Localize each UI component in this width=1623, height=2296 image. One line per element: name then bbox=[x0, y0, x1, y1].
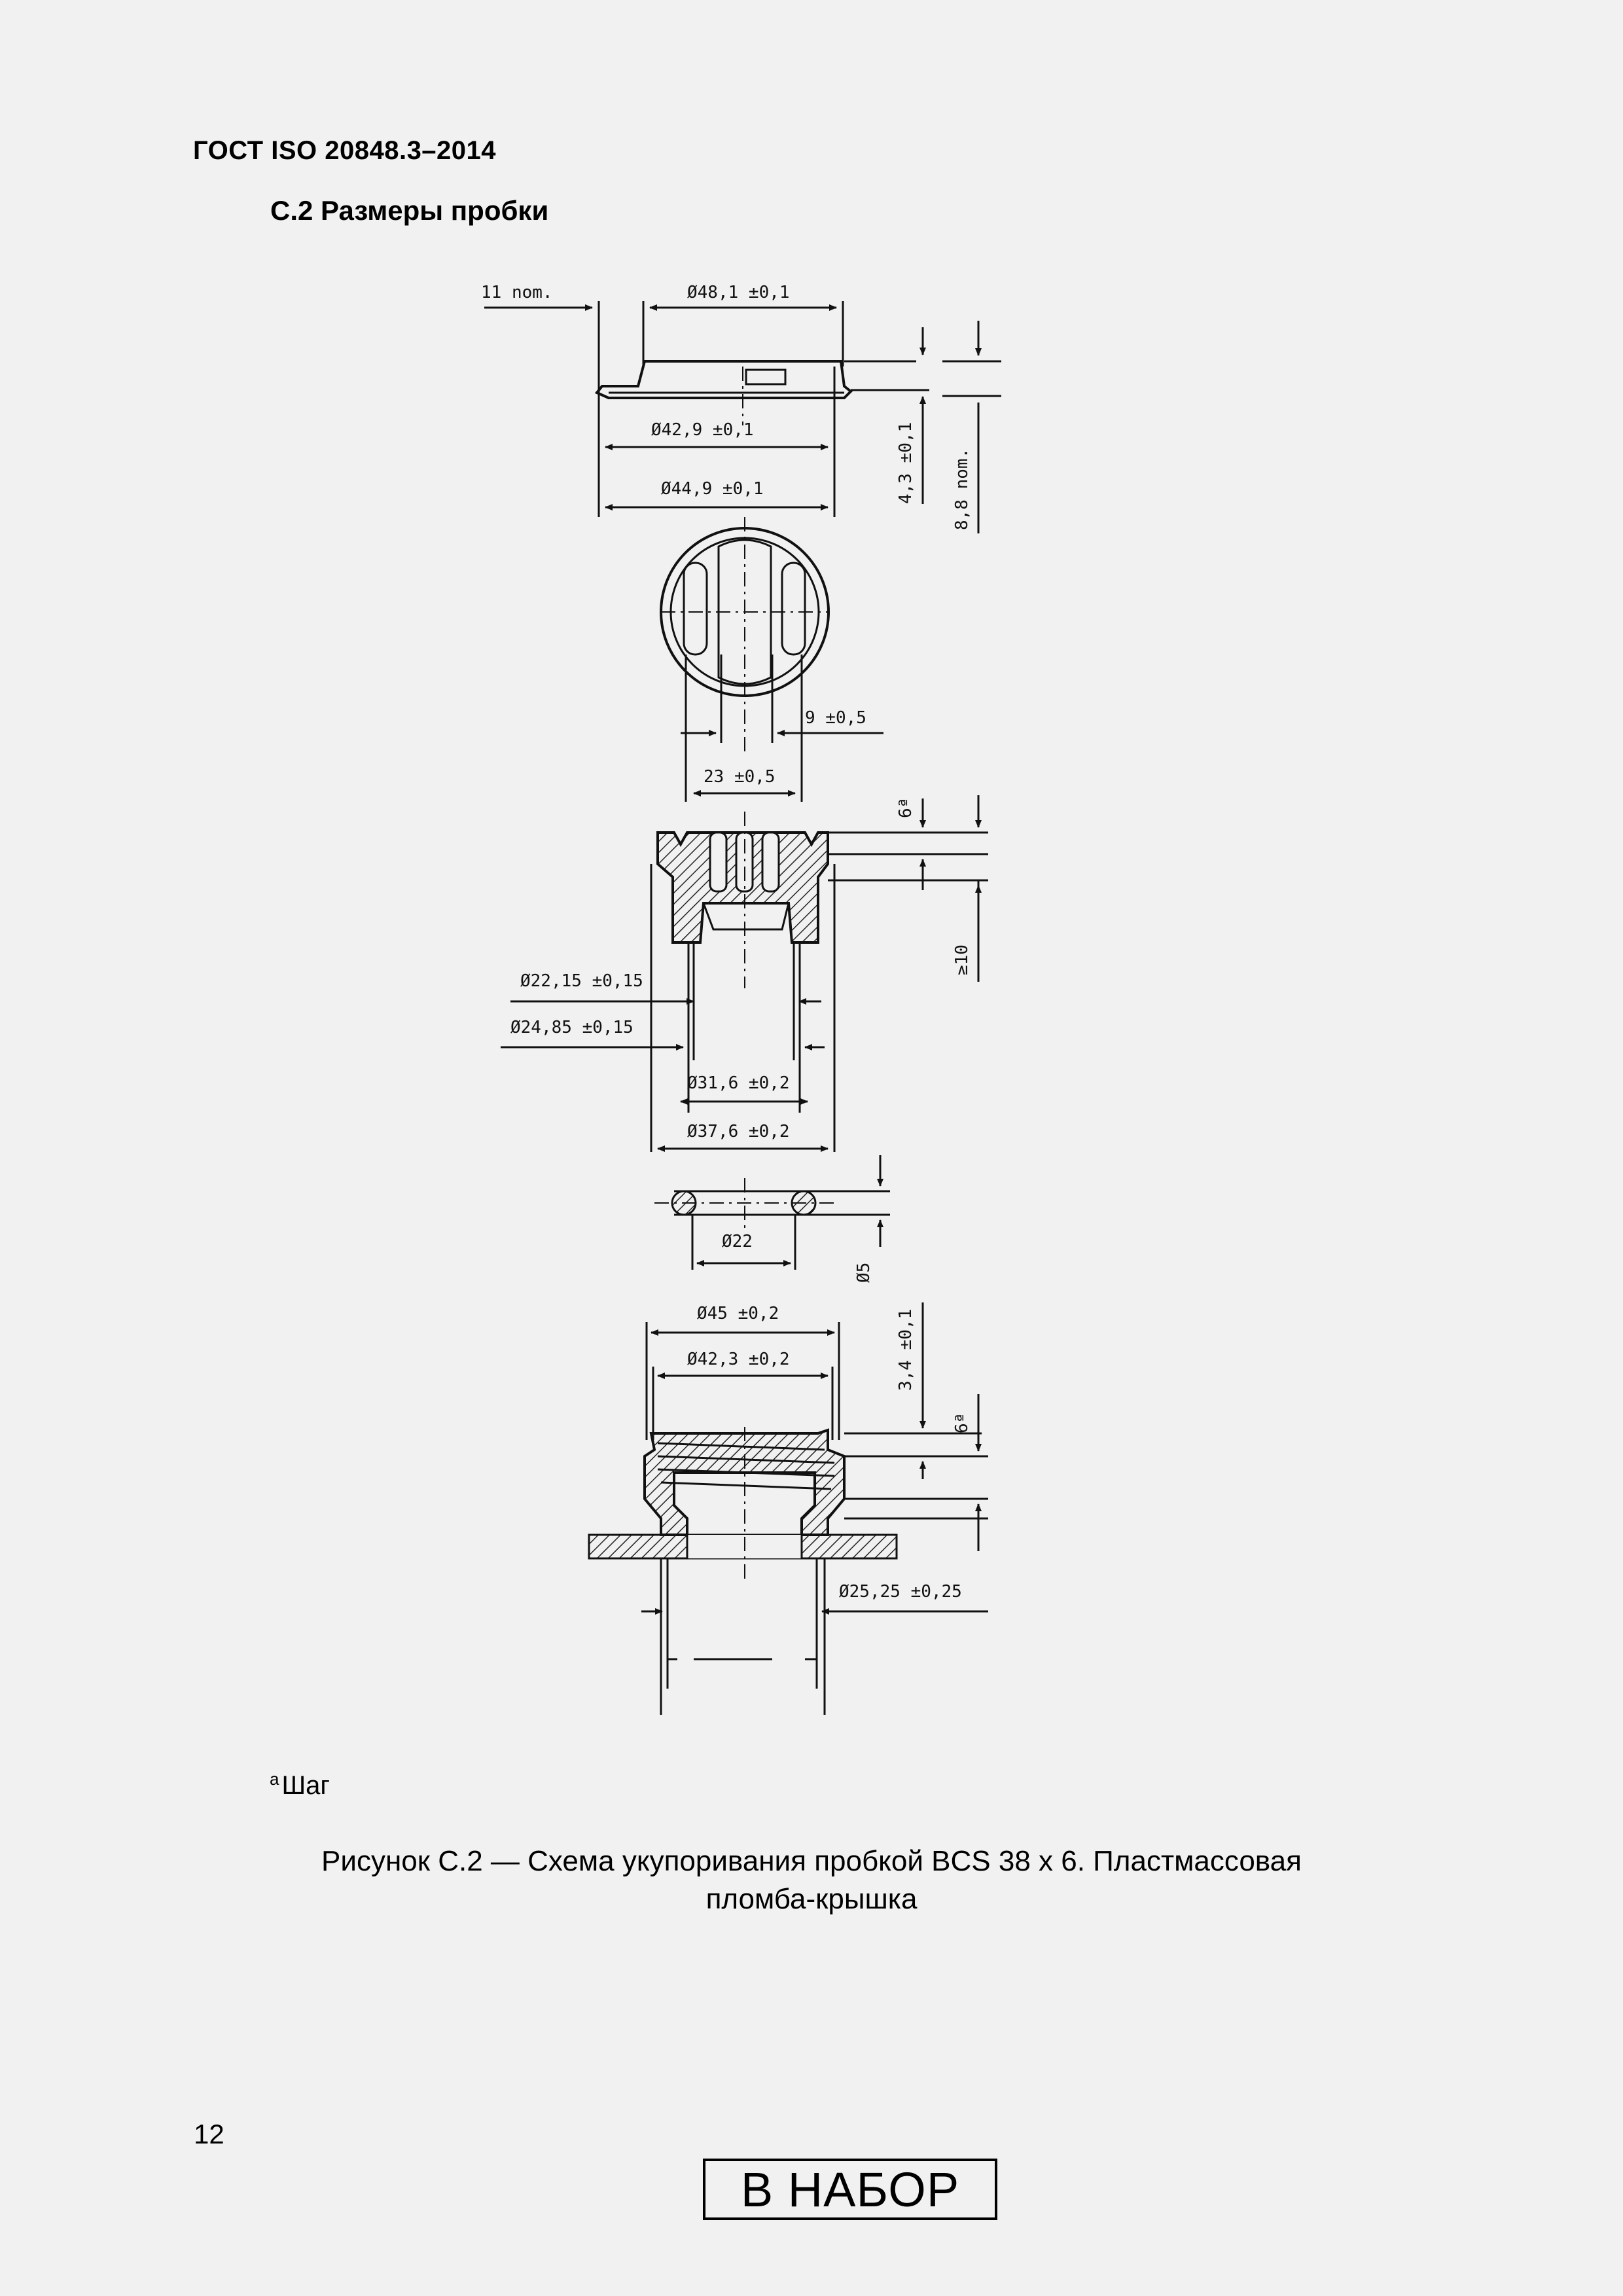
page-number: 12 bbox=[194, 2119, 224, 2149]
dim-neck-inner-dia: Ø42,3 ±0,2 bbox=[687, 1350, 790, 1369]
dim-slot-spacing: 23 ±0,5 bbox=[704, 767, 776, 787]
caption-line-1: Рисунок С.2 — Схема укупоривания пробкой BCS 38 x 6. Пластмассовая bbox=[321, 1845, 1302, 1877]
footnote-text: Шаг bbox=[281, 1771, 330, 1800]
dim-ring-section: Ø5 bbox=[854, 1262, 874, 1283]
dim-top-total-height: 8,8 nom. bbox=[952, 448, 972, 530]
dim-overhang: 11 nom. bbox=[481, 283, 553, 302]
dim-neck-outer-dia: Ø45 ±0,2 bbox=[697, 1304, 779, 1323]
document-header: ГОСТ ISO 20848.3–2014 bbox=[193, 136, 497, 165]
dim-plug-thread-inner: Ø31,6 ±0,2 bbox=[687, 1073, 790, 1093]
dimension-labels bbox=[481, 283, 972, 1602]
dim-plug-bore-large: Ø24,85 ±0,15 bbox=[510, 1018, 633, 1037]
section-title: С.2 Размеры пробки bbox=[270, 195, 549, 226]
dim-plug-bore-small: Ø22,15 ±0,15 bbox=[520, 971, 643, 991]
dim-slot-width: 9 ±0,5 bbox=[805, 708, 866, 728]
dim-plug-thread-outer: Ø37,6 ±0,2 bbox=[687, 1122, 790, 1141]
o-ring-view bbox=[654, 1155, 890, 1270]
stamp: В НАБОР bbox=[703, 2159, 997, 2220]
dim-plug-pitch: 6ª bbox=[896, 797, 916, 818]
footnote bbox=[270, 1769, 330, 1801]
footnote-marker: a bbox=[270, 1769, 279, 1789]
dim-top-outer-dia: Ø48,1 ±0,1 bbox=[687, 283, 790, 302]
dim-top-height: 4,3 ±0,1 bbox=[896, 422, 916, 504]
figure-caption bbox=[223, 1842, 1400, 1918]
dim-ring-dia: Ø22 bbox=[722, 1232, 753, 1251]
dim-neck-bore: Ø25,25 ±0,25 bbox=[839, 1582, 962, 1602]
dim-neck-pitch: 6ª bbox=[952, 1412, 972, 1433]
dim-neck-height: 3,4 ±0,1 bbox=[896, 1308, 916, 1391]
dim-top-mid-dia: Ø44,9 ±0,1 bbox=[661, 479, 764, 499]
cap-plan-view bbox=[661, 517, 883, 802]
dim-plug-depth: ≥10 bbox=[952, 944, 972, 975]
caption-line-2: пломба-крышка bbox=[705, 1883, 918, 1915]
dim-top-inner-dia: Ø42,9 ±0,1 bbox=[651, 420, 754, 440]
